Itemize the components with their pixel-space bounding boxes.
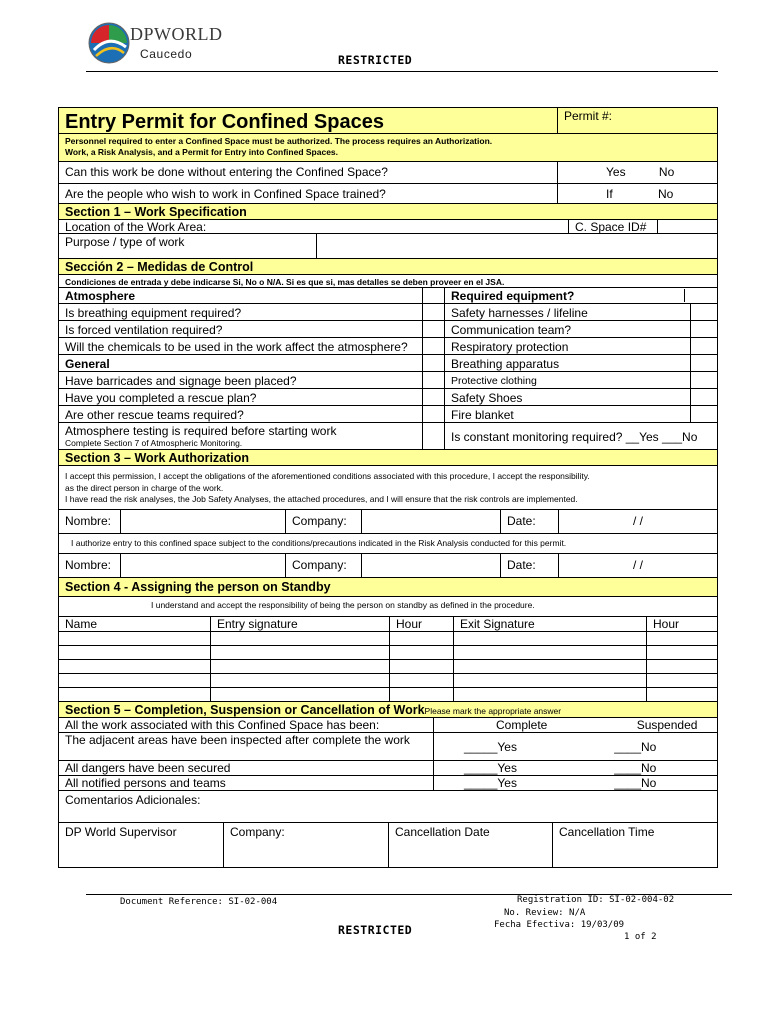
yes-option[interactable]: Yes: [606, 165, 626, 179]
nombre-field[interactable]: [121, 510, 286, 533]
standby-entry-hour-cell[interactable]: [390, 646, 454, 659]
standby-exit-hour-cell[interactable]: [647, 688, 717, 701]
intro-line-1: Personnel required to enter a Confined Space must be authorized. The process requires an Authorization.: [65, 136, 493, 146]
no-mark[interactable]: ____No: [614, 740, 657, 754]
dangers-secured-answer[interactable]: [434, 761, 717, 775]
page-number: 1 of 2: [624, 932, 657, 942]
standby-entry-hour-cell[interactable]: [390, 660, 454, 673]
company-field[interactable]: [362, 554, 501, 577]
answer-cell[interactable]: [691, 338, 716, 354]
no-mark[interactable]: ____No: [614, 776, 657, 790]
work-purpose-label: Purpose / type of work: [59, 234, 317, 258]
company-label: Company:: [286, 554, 362, 577]
answer-cell[interactable]: [423, 288, 445, 303]
permit-number-label: Permit #:: [564, 109, 613, 123]
standby-exit-hour-cell[interactable]: [647, 674, 717, 687]
atmosphere-testing-row: [59, 423, 423, 449]
section-4-heading: Section 4 - Assigning the person on Standby: [65, 580, 331, 594]
general-heading: General: [59, 355, 423, 371]
registration-id: Registration ID: SI-02-004-02: [517, 895, 675, 905]
standby-entry-signature-header: Entry signature: [211, 617, 390, 631]
company-field[interactable]: [362, 510, 501, 533]
intro-text: [59, 134, 717, 161]
equipment-row: [445, 338, 716, 354]
answer-cell[interactable]: [691, 406, 716, 422]
standby-name-cell[interactable]: [59, 674, 211, 687]
form-title: Entry Permit for Confined Spaces: [59, 108, 558, 133]
cancellation-time-field[interactable]: Cancellation Time: [559, 825, 655, 839]
dp-world-supervisor-field[interactable]: DP World Supervisor: [59, 823, 224, 867]
answer-cell[interactable]: [423, 423, 445, 449]
logo-subtitle: Caucedo: [140, 47, 193, 61]
work-location-field[interactable]: Location of the Work Area:: [59, 220, 569, 233]
space-id-label: C. Space ID#: [569, 220, 658, 233]
restricted-label-top: RESTRICTED: [338, 53, 413, 67]
equipment-row: [445, 304, 716, 320]
standby-entry-hour-header: Hour: [390, 617, 454, 631]
rescue-teams-question: Are other rescue teams required?: [59, 406, 423, 422]
company-label: Company:: [286, 510, 362, 533]
breathing-equipment-question: Is breathing equipment required?: [59, 304, 423, 320]
equipment-row: [445, 406, 716, 422]
additional-comments-field[interactable]: Comentarios Adicionales:: [65, 793, 201, 807]
rescue-plan-question: Have you completed a rescue plan?: [59, 389, 423, 405]
safety-shoes-item: Safety Shoes: [445, 389, 691, 405]
space-id-field[interactable]: [658, 220, 717, 233]
barricades-question: Have barricades and signage been placed?: [59, 372, 423, 388]
adjacent-areas-statement: The adjacent areas have been inspected after complete the work: [59, 733, 434, 760]
standby-name-header: Name: [59, 617, 211, 631]
answer-cell[interactable]: [691, 389, 716, 405]
answer-cell[interactable]: [685, 289, 710, 302]
section-2-heading: Sección 2 – Medidas de Control: [65, 260, 254, 274]
standby-exit-hour-cell[interactable]: [647, 660, 717, 673]
supervisor-company-field[interactable]: Company:: [224, 823, 389, 867]
atmosphere-heading: Atmosphere: [59, 288, 423, 303]
standby-entry-hour-cell[interactable]: [390, 688, 454, 701]
nombre-label: Nombre:: [59, 510, 121, 533]
answer-cell[interactable]: [423, 389, 445, 405]
table-row: [59, 688, 717, 702]
date-label: Date:: [501, 510, 559, 533]
acceptance-line-1: I accept this permission, I accept the obligations of the aforementioned conditions associated with this procedure, I accept the responsibility.: [65, 471, 590, 481]
effective-date: Fecha Efectiva: 19/03/09: [494, 920, 625, 930]
standby-entry-hour-cell[interactable]: [390, 632, 454, 645]
yes-mark[interactable]: _____Yes: [464, 776, 517, 790]
question-no-entry-answer[interactable]: [558, 162, 717, 183]
question-trained: Are the people who wish to work in Confined Space trained?: [59, 184, 558, 203]
standby-exit-signature-cell[interactable]: [454, 632, 647, 645]
equipment-row: [445, 355, 716, 371]
standby-entry-signature-cell[interactable]: [211, 646, 390, 659]
table-row: [59, 660, 717, 674]
breathing-apparatus-item: Breathing apparatus: [445, 355, 691, 371]
section-5-heading: [59, 702, 717, 717]
chemicals-question: Will the chemicals to be used in the work affect the atmosphere?: [59, 338, 423, 354]
standby-exit-signature-header: Exit Signature: [454, 617, 647, 631]
document-reference: Document Reference: SI-02-004: [120, 897, 278, 907]
safety-harness-item: Safety harnesses / lifeline: [445, 304, 691, 320]
date-label: Date:: [501, 554, 559, 577]
required-equipment-heading: Required equipment?: [445, 289, 685, 302]
standby-exit-hour-cell[interactable]: [647, 646, 717, 659]
globe-logo-icon: [86, 20, 132, 66]
table-row: [59, 674, 717, 688]
company-logo: [86, 18, 256, 70]
nombre-label: Nombre:: [59, 554, 121, 577]
all-work-statement: All the work associated with this Confined Space has been:: [59, 718, 434, 732]
date-field[interactable]: / /: [632, 514, 643, 528]
communication-team-item: Communication team?: [445, 321, 691, 337]
standby-exit-signature-cell[interactable]: [454, 646, 647, 659]
section-3-heading: Section 3 – Work Authorization: [65, 451, 250, 465]
cancellation-date-field[interactable]: Cancellation Date: [389, 823, 553, 867]
permit-form: [58, 107, 718, 868]
answer-cell[interactable]: [423, 355, 445, 371]
answer-cell[interactable]: [691, 355, 716, 371]
notified-persons-statement: All notified persons and teams: [59, 776, 434, 790]
equipment-row: [445, 321, 716, 337]
acceptance-statement: [59, 466, 717, 509]
standby-name-cell[interactable]: [59, 688, 211, 701]
review-number: No. Review: N/A: [504, 908, 586, 918]
table-row: [59, 646, 717, 660]
standby-name-cell[interactable]: [59, 660, 211, 673]
standby-name-cell[interactable]: [59, 632, 211, 645]
standby-exit-signature-cell[interactable]: [454, 674, 647, 687]
notified-persons-answer[interactable]: [434, 776, 717, 790]
section-5-note: Please mark the appropriate answer: [424, 706, 562, 716]
restricted-label-bottom: RESTRICTED: [338, 923, 413, 937]
complete-option[interactable]: Complete: [496, 718, 548, 732]
standby-entry-signature-cell[interactable]: [211, 660, 390, 673]
yes-mark[interactable]: _____Yes: [464, 761, 517, 775]
completion-options[interactable]: [434, 718, 717, 732]
no-mark[interactable]: ____No: [614, 761, 657, 775]
standby-exit-signature-cell[interactable]: [454, 688, 647, 701]
standby-entry-signature-cell[interactable]: [211, 674, 390, 687]
intro-line-2: Work, a Risk Analysis, and a Permit for Entry into Confined Spaces.: [65, 146, 339, 157]
if-option[interactable]: If: [606, 187, 613, 201]
protective-clothing-item: Protective clothing: [445, 372, 691, 388]
standby-entry-signature-cell[interactable]: [211, 688, 390, 701]
acceptance-line-3: I have read the risk analyses, the Job Safety Analyses, the attached procedures, and I will ensure that the risk controls are implemented.: [65, 494, 578, 504]
standby-entry-signature-cell[interactable]: [211, 632, 390, 645]
standby-exit-hour-cell[interactable]: [647, 632, 717, 645]
standby-name-cell[interactable]: [59, 646, 211, 659]
dangers-secured-statement: All dangers have been secured: [59, 761, 434, 775]
no-option[interactable]: No: [658, 187, 674, 201]
equipment-row: [445, 372, 716, 388]
answer-cell[interactable]: [423, 372, 445, 388]
permit-number-field[interactable]: [558, 108, 717, 133]
section-1-heading: Section 1 – Work Specification: [65, 205, 247, 219]
control-measures-note: Condiciones de entrada y debe indicarse Si, No o N/A. Si es que si, mas detalles se deben proveer en el JSA.: [65, 277, 505, 287]
forced-ventilation-question: Is forced ventilation required?: [59, 321, 423, 337]
authorization-statement: I authorize entry to this confined space subject to the conditions/precautions indicated in the Risk Analysis conducted for this permit.: [71, 538, 567, 548]
equipment-column: [445, 288, 716, 303]
work-purpose-field[interactable]: [317, 234, 717, 258]
acceptance-line-2: as the direct person in charge of the work.: [65, 482, 224, 493]
standby-entry-hour-cell[interactable]: [390, 674, 454, 687]
answer-cell[interactable]: [691, 321, 716, 337]
date-field[interactable]: / /: [632, 558, 643, 572]
standby-exit-hour-header: Hour: [653, 617, 680, 631]
answer-cell[interactable]: [691, 372, 716, 388]
question-trained-answer[interactable]: [558, 184, 717, 203]
answer-cell[interactable]: [423, 338, 445, 354]
no-option[interactable]: No: [658, 165, 675, 179]
constant-monitoring-question[interactable]: Is constant monitoring required? __Yes ___No: [451, 430, 698, 444]
table-row: [59, 632, 717, 646]
equipment-row: [445, 389, 716, 405]
fire-blanket-item: Fire blanket: [445, 406, 691, 422]
atmosphere-testing-text: Atmosphere testing is required before starting work: [65, 424, 337, 438]
header-divider: [86, 71, 718, 72]
atmosphere-testing-note: Complete Section 7 of Atmospheric Monitoring.: [65, 438, 243, 448]
standby-statement: I understand and accept the responsibility of being the person on standby as defined in the procedure.: [151, 600, 535, 610]
standby-exit-signature-cell[interactable]: [454, 660, 647, 673]
answer-cell[interactable]: [423, 304, 445, 320]
question-no-entry: Can this work be done without entering the Confined Space?: [59, 162, 558, 183]
suspended-option[interactable]: Suspended: [636, 718, 698, 732]
respiratory-protection-item: Respiratory protection: [445, 338, 691, 354]
logo-wordmark: DPWORLD: [130, 24, 223, 44]
section-5-title: Section 5 – Completion, Suspension or Cancellation of Work: [65, 703, 425, 717]
answer-cell[interactable]: [691, 304, 716, 320]
nombre-field[interactable]: [121, 554, 286, 577]
adjacent-areas-answer[interactable]: [434, 733, 717, 760]
yes-mark[interactable]: _____Yes: [464, 740, 517, 754]
answer-cell[interactable]: [423, 321, 445, 337]
answer-cell[interactable]: [423, 406, 445, 422]
